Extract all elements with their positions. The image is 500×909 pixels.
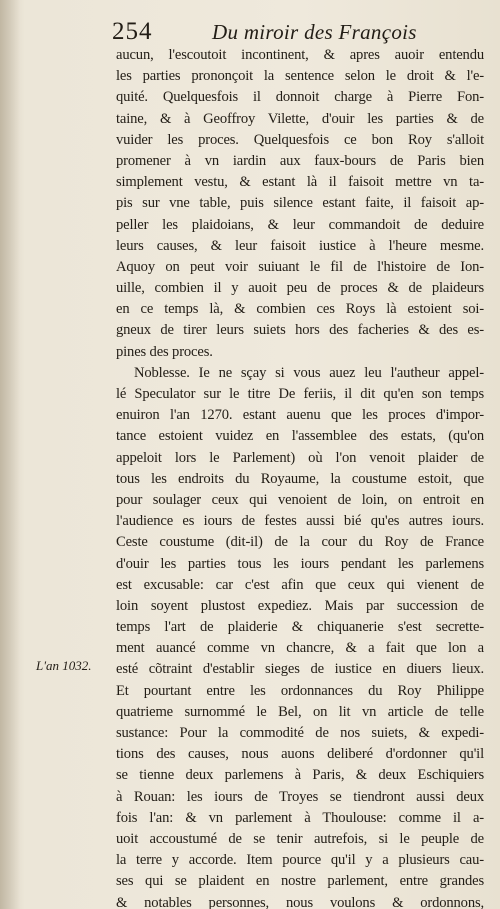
text-line: est excusable: car c'est afin que ceux qui vienent de xyxy=(116,576,484,593)
text-line: uille, combien il y auoit peu de proces & de plaideurs xyxy=(116,280,484,297)
text-line: tions des causes, nous auons deliberé d'ordonner qu'il xyxy=(116,746,484,763)
text-line: pines des proces. xyxy=(116,343,213,360)
text-line: promener à vn iardin aux faux-bours de Paris bien xyxy=(116,152,484,169)
text-line: à Rouan: les iours de Troyes se tiendront aussi deux xyxy=(116,788,484,805)
text-line: enuiron l'an 1270. estant auenu que les proces d'impor- xyxy=(116,407,484,424)
text-line: Et pourtant entre les ordonnances du Roy Philippe xyxy=(116,682,484,699)
text-line: taine, & à Geoffroy Vilette, d'ouir les parties & de xyxy=(116,110,484,127)
text-line: aucun, l'escoutoit incontinent, & apres auoir entendu xyxy=(116,47,484,63)
text-line: fois l'an: & vn parlement à Thoulouse: comme il a- xyxy=(116,809,484,826)
text-line: vuider les proces. Quelquesfois ce bon Roy s'alloit xyxy=(116,131,484,148)
text-line: pis sur vne table, puis silence estant faite, il faisoit ap- xyxy=(116,195,484,212)
text-line: Ceste coustume (dit-il) de la cour du Roy de France xyxy=(116,534,484,551)
page-number: 254 xyxy=(112,18,153,45)
text-line: la terre y accorde. Item pource qu'il y a plusieurs cau- xyxy=(116,852,484,869)
text-line: pour soulager ceux qui venoient de loin, on entroit en xyxy=(116,491,484,508)
text-line: appeloit lors le Parlement) où l'on venoit plaider de xyxy=(116,449,484,466)
text-line: ment auancé comme vn chancre, & a fait que lon a xyxy=(116,640,484,657)
running-title: Du miroir des François xyxy=(212,20,417,44)
text-line: sustance: Pour la commodité de nos suiets, & expedi- xyxy=(116,725,484,741)
body-text xyxy=(116,45,484,909)
text-line: & notables personnes, nous voulons & ordonnons, xyxy=(116,894,484,909)
margin-note: L'an 1032. xyxy=(36,658,92,673)
text-line: Aquoy on peut voir suiuant le fil de l'histoire de Ion- xyxy=(116,258,484,275)
page-gutter-shadow xyxy=(0,0,20,909)
text-line: leurs causes, & leur faisoit iustice à l'heure mesme. xyxy=(116,237,484,254)
text-line: lé Speculator sur le titre De feriis, il dit qu'en son temps xyxy=(116,386,484,402)
running-head xyxy=(112,18,482,46)
text-line: l'audience es iours de festes aussi bié qu'es autres iours. xyxy=(116,513,484,530)
text-line: en ce temps là, & combien ces Roys là estoient soi- xyxy=(116,301,484,318)
text-line: se tienne deux parlemens à Paris, & deux Eschiquiers xyxy=(116,767,484,784)
text-line: quité. Quelquesfois il donnoit charge à Pierre Fon- xyxy=(116,89,484,106)
text-line: esté cõtraint d'establir sieges de iustice en diuers lieux. xyxy=(116,661,484,678)
text-line: les parties prononçoit la sentence selon le droit & l'e- xyxy=(116,68,484,85)
text-line: peller les plaidoians, & leur commandoit de deduire xyxy=(116,216,484,233)
text-line: simplement vestu, & estant là il faisoit mettre vn ta- xyxy=(116,174,484,191)
text-line: Noblesse. Ie ne sçay si vous auez leu l'autheur appel- xyxy=(134,364,484,381)
text-line: uoit accoustumé de se tenir autrefois, si le peuple de xyxy=(116,830,484,847)
text-line: tous les endroits du Royaume, la coustume estoit, que xyxy=(116,470,484,487)
text-line: gneux de tirer leurs suiets hors des facheries & des es- xyxy=(116,322,484,339)
text-line: loin soyent plustost expediez. Mais par succession de xyxy=(116,597,484,614)
text-line: d'ouir les parties tous les iours pendant les parlemens xyxy=(116,555,484,572)
text-line: temps l'art de plaiderie & chiquanerie s'est secrette- xyxy=(116,619,484,636)
text-line: ses qui se plaident en nostre parlement, entre grandes xyxy=(116,873,484,890)
text-line: tance estoient vuidez en l'assemblee des estats, (qu'on xyxy=(116,428,484,445)
text-line: quatrieme surnommé le Bel, on lit vn article de telle xyxy=(116,703,484,720)
